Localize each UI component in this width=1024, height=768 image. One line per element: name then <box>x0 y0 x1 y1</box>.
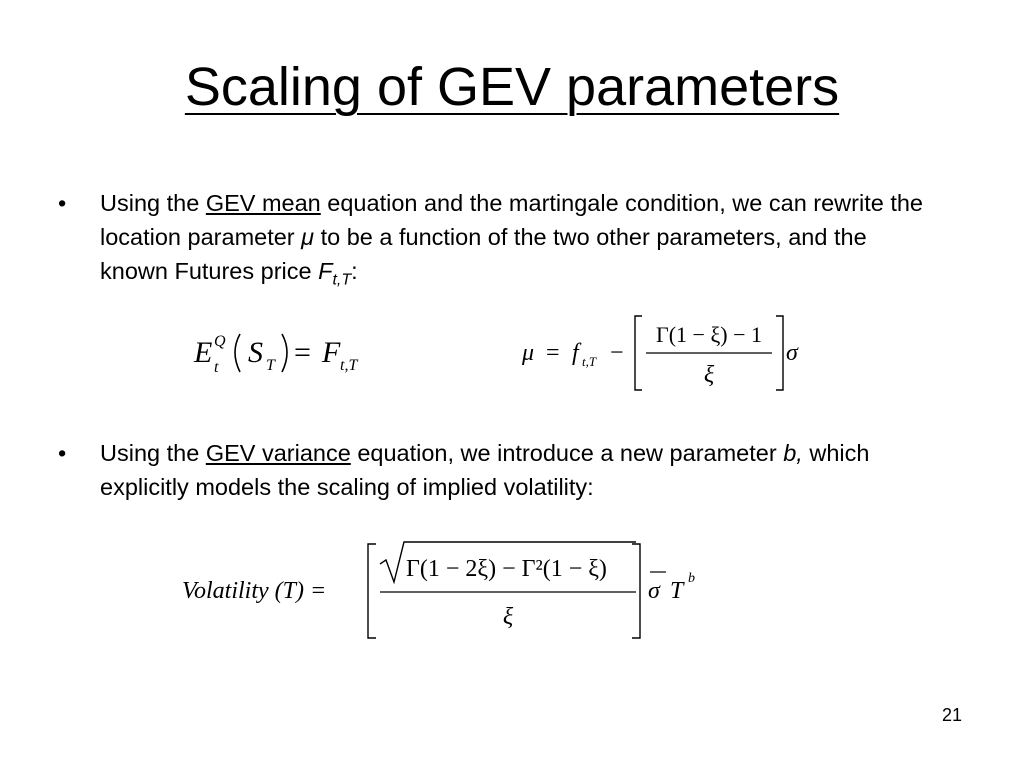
eq2-sigma: σ <box>786 340 798 366</box>
eq2-bracket-right <box>776 316 783 390</box>
eq1-f-sub: t,T <box>340 357 358 374</box>
eq2-denominator: ξ <box>703 362 715 388</box>
eq1-e-sub: t <box>214 359 219 376</box>
eq1-e-sup: Q <box>214 333 226 350</box>
gev-mean-link[interactable]: GEV mean <box>205 190 321 216</box>
gev-variance-link[interactable]: GEV variance <box>205 440 351 466</box>
bullet-2 <box>58 436 938 504</box>
eq1-equals: = <box>294 336 311 369</box>
eq3-denominator: ξ <box>502 604 514 630</box>
eq2-equals: = <box>546 340 560 366</box>
bullet-marker: • <box>58 190 67 216</box>
futures-symbol: F <box>318 258 333 284</box>
eq2-f: f <box>572 340 579 366</box>
eq2-f-sub: t,T <box>582 354 597 369</box>
eq3-bracket-left <box>368 544 376 638</box>
bullet-2-mid: equation, we introduce a new parameter <box>350 440 784 466</box>
b-parameter: b, <box>783 440 803 466</box>
bullet-marker: • <box>58 440 67 466</box>
eq2-bracket-left <box>635 316 642 390</box>
bullet-1-mid2: to be a function of the two other parameters, and the known Futures price <box>100 224 867 284</box>
bullet-1 <box>58 186 938 298</box>
eq1-e: E <box>194 336 213 369</box>
eq1-paren-open <box>235 334 240 372</box>
page-number: 21 <box>941 705 962 725</box>
futures-subscript: t,T <box>332 271 352 289</box>
eq3-numerator: Γ(1 − 2ξ) − Γ²(1 − ξ) <box>406 556 607 582</box>
eq1-s: S <box>248 336 263 369</box>
slide-title: Scaling of GEV parameters <box>184 57 840 117</box>
eq3-sigma: σ <box>648 578 660 604</box>
bullet-1-text <box>100 186 938 298</box>
eq3-t-sup: b <box>688 571 695 586</box>
eq3-lhs: Volatility (T) = <box>182 578 327 604</box>
bullet-2-pre: Using the <box>100 440 206 466</box>
eq3-t: T <box>670 578 684 604</box>
bullet-1-mid1: equation and the martingale condition, we can rewrite the location parameter <box>100 190 923 250</box>
eq2-mu: μ <box>522 340 535 366</box>
eq2-minus: − <box>610 340 624 366</box>
eq1-paren-close <box>282 334 287 372</box>
eq1-f: F <box>322 336 341 369</box>
mu-symbol: μ <box>301 224 315 250</box>
eq3-bracket-right <box>632 544 640 638</box>
bullet-1-pre: Using the <box>100 190 206 216</box>
eq1-s-sub: T <box>266 357 275 374</box>
equation-location <box>522 312 812 394</box>
bullet-2-text <box>100 436 938 504</box>
eq2-numerator: Γ(1 − ξ) − 1 <box>656 322 762 347</box>
equation-volatility <box>182 538 722 644</box>
equation-expectation <box>190 318 390 378</box>
bullet-2-end: which explicitly models the scaling of implied volatility: <box>100 440 870 500</box>
bullet-1-end: : <box>351 258 358 284</box>
